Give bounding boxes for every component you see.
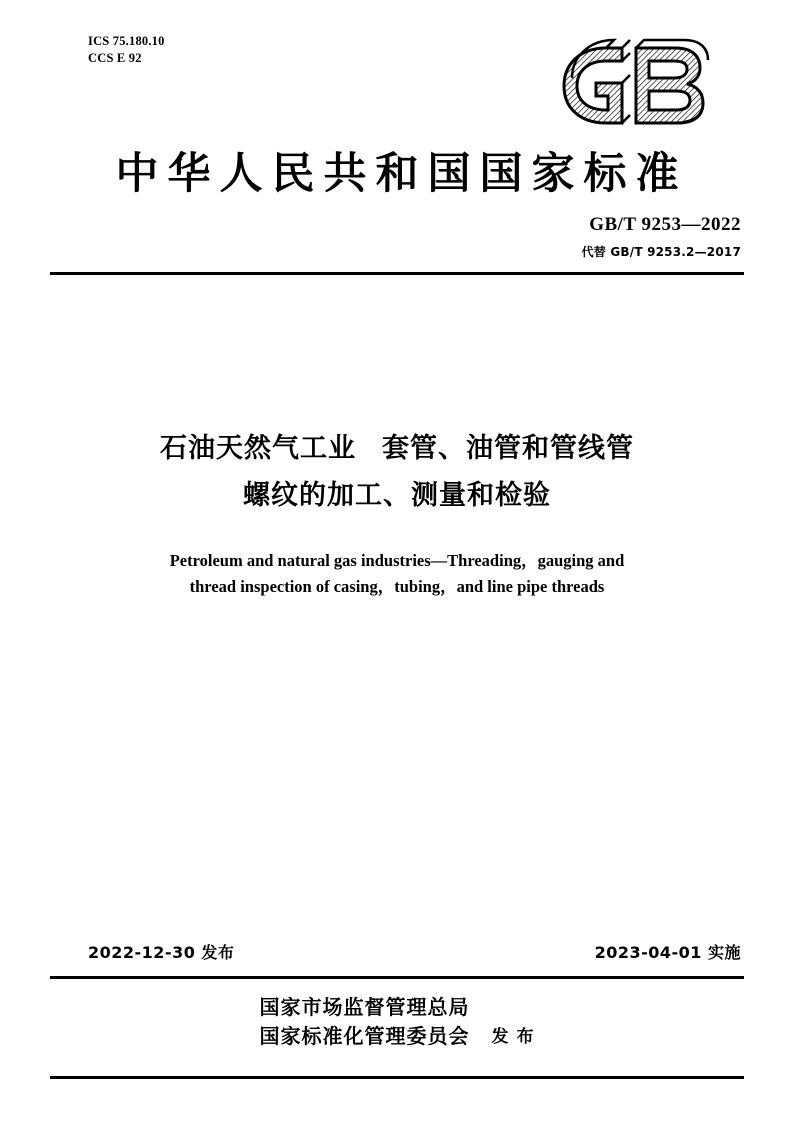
- document-title-english: [90, 548, 704, 600]
- publisher-block: [0, 993, 794, 1051]
- document-title-subject: 石油天然气工业: [160, 433, 356, 464]
- document-title-scope: 套管、油管和管线管: [382, 433, 634, 464]
- ccs-code: CCS E 92: [88, 51, 142, 65]
- document-title-line-1: [60, 425, 734, 472]
- document-title-english-line-2: thread inspection of casing，tubing，and line pipe threads: [189, 577, 605, 596]
- standard-number: GB/T 9253—2022: [589, 214, 741, 235]
- publisher-names: [260, 993, 470, 1051]
- footer-divider-bottom: [50, 1076, 744, 1079]
- document-title-line-2: 螺纹的加工、测量和检验: [243, 480, 551, 511]
- document-title-english-line-1: Petroleum and natural gas industries—Threading，gauging and: [169, 551, 625, 570]
- header-divider: [50, 272, 744, 275]
- ics-code: ICS 75.180.10: [88, 34, 165, 48]
- issue-date: 2022-12-30 发布: [88, 943, 235, 962]
- gb-emblem-icon: [544, 28, 724, 136]
- publisher-name-line-2: 国家标准化管理委员会: [259, 1024, 470, 1048]
- classification-block: [88, 33, 165, 67]
- standard-replaces: 代替 GB/T 9253.2—2017: [581, 245, 741, 259]
- document-title: [60, 425, 734, 519]
- publisher-verb: 发 布: [491, 1027, 535, 1047]
- effective-date: 2023-04-01 实施: [594, 943, 741, 962]
- publisher-name-line-1: 国家市场监督管理总局: [259, 995, 470, 1019]
- national-standard-title: 中华人民共和国国家标准: [115, 149, 688, 199]
- footer-divider-top: [50, 976, 744, 979]
